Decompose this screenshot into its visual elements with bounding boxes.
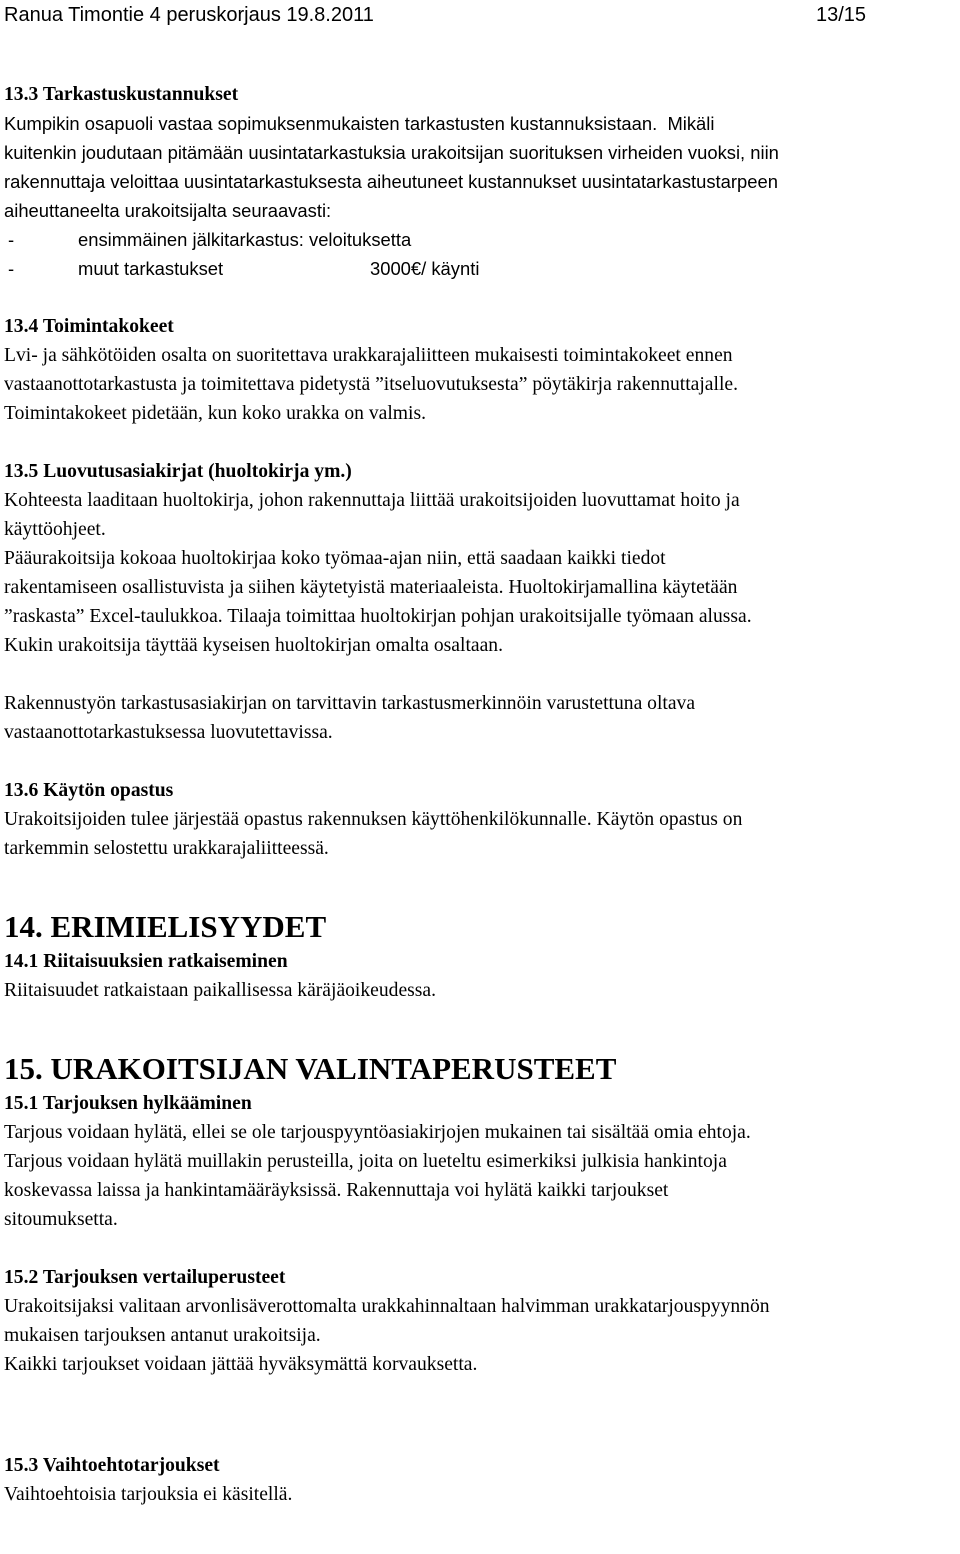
page-header: [4, 2, 867, 28]
paragraph-line: Lvi- ja sähkötöiden osalta on suoritettava urakkarajaliitteen mukaisesti toimintakokeet ennen: [4, 345, 733, 366]
list-dash: -: [8, 258, 15, 279]
list-item-text: ensimmäinen jälkitarkastus: veloituksetta: [78, 229, 412, 250]
section-heading: 13.5 Luovutusasiakirjat (huoltokirja ym.): [4, 461, 352, 482]
paragraph-line: Urakoitsijaksi valitaan arvonlisäverottomalta urakkahinnaltaan halvimman urakkatarjouspyynnön: [4, 1296, 770, 1317]
paragraph-line: rakennuttaja veloittaa uusintatarkastuksesta aiheutuneet kustannukset uusintatarkastustarpeen: [4, 171, 778, 192]
section-13-3: [4, 80, 956, 283]
section-heading: 14.1 Riitaisuuksien ratkaiseminen: [4, 951, 288, 972]
paragraph-line: Pääurakoitsija kokoaa huoltokirjaa koko työmaa-ajan niin, että saadaan kaikki tiedot: [4, 548, 666, 569]
paragraph-line: Tarjous voidaan hylätä muillakin perusteilla, joita on lueteltu esimerkiksi julkisia hankintoja: [4, 1151, 727, 1172]
list-item-amount: 3000€/ käynti: [370, 258, 480, 279]
list-item-text: muut tarkastukset: [78, 258, 224, 279]
paragraph-line: tarkemmin selostettu urakkarajaliitteessä.: [4, 838, 329, 859]
paragraph-line: koskevassa laissa ja hankintamääräyksissä. Rakennuttaja voi hylätä kaikki tarjoukset: [4, 1180, 669, 1201]
section-heading: 13.3 Tarkastuskustannukset: [4, 84, 239, 105]
section-13-4: [4, 312, 956, 428]
paragraph-line: Kaikki tarjoukset voidaan jättää hyväksymättä korvauksetta.: [4, 1354, 478, 1375]
paragraph-line: Vaihtoehtoisia tarjouksia ei käsitellä.: [4, 1484, 293, 1505]
paragraph-line: Kukin urakoitsija täyttää kyseisen huoltokirjan omalta osaltaan.: [4, 635, 503, 656]
paragraph-line: Kohteesta laaditaan huoltokirja, johon rakennuttaja liittää urakoitsijoiden luovuttamat hoito ja: [4, 490, 740, 511]
list-dash: -: [8, 229, 15, 250]
section-heading: 15.2 Tarjouksen vertailuperusteet: [4, 1267, 286, 1288]
chapter-heading: 14. ERIMIELISYYDET: [4, 909, 327, 944]
section-15-3: [4, 1451, 956, 1509]
paragraph-line: mukaisen tarjouksen antanut urakoitsija.: [4, 1325, 321, 1346]
paragraph-line: Urakoitsijoiden tulee järjestää opastus rakennuksen käyttöhenkilökunnalle. Käytön opastus on: [4, 809, 743, 830]
paragraph-line: vastaanottotarkastuksessa luovutettavissa.: [4, 722, 333, 743]
section-14: [4, 907, 956, 1005]
section-15: [4, 1049, 956, 1509]
paragraph-line: Riitaisuudet ratkaistaan paikallisessa käräjäoikeudessa.: [4, 980, 437, 1001]
list-item: [4, 225, 956, 254]
paragraph-line: Toimintakokeet pidetään, kun koko urakka on valmis.: [4, 403, 426, 424]
text-span: Mikäli: [667, 113, 715, 134]
document-title: Ranua Timontie 4 peruskorjaus 19.8.2011: [4, 4, 374, 26]
document-body: [4, 80, 956, 1509]
text-span: Kumpikin osapuoli vastaa sopimuksenmukaisten tarkastusten kustannuksistaan.: [4, 113, 658, 134]
page-number: 13/15: [816, 4, 867, 26]
paragraph-line: ”raskasta” Excel-taulukkoa. Tilaaja toimittaa huoltokirjan pohjan urakoitsijalle työmaan alussa.: [4, 606, 752, 627]
section-heading: 13.4 Toimintakokeet: [4, 316, 174, 337]
section-15-1: [4, 1089, 956, 1234]
paragraph-line: [4, 109, 956, 138]
paragraph-line: käyttöohjeet.: [4, 519, 106, 540]
section-heading: 15.1 Tarjouksen hylkääminen: [4, 1093, 252, 1114]
paragraph-line: kuitenkin joudutaan pitämään uusintatarkastuksia urakoitsijan suorituksen virheiden vuoksi, niin: [4, 142, 779, 163]
section-13-5: [4, 457, 956, 747]
paragraph-line: aiheuttaneelta urakoitsijalta seuraavasti:: [4, 200, 332, 221]
paragraph-line: Tarjous voidaan hylätä, ellei se ole tarjouspyyntöasiakirjojen mukainen tai sisältää omia ehtoja.: [4, 1122, 751, 1143]
paragraph-line: sitoumuksetta.: [4, 1209, 118, 1230]
paragraph-line: vastaanottotarkastusta ja toimitettava pidetystä ”itseluovutuksesta” pöytäkirja rakennuttajalle.: [4, 374, 738, 395]
section-heading: 13.6 Käytön opastus: [4, 780, 174, 801]
paragraph-line: rakentamiseen osallistuvista ja siihen käytetyistä materiaaleista. Huoltokirjamallina käytetään: [4, 577, 738, 598]
list-item: [4, 254, 956, 283]
section-15-2: [4, 1263, 956, 1379]
section-13-6: [4, 776, 956, 863]
section-heading: 15.3 Vaihtoehtotarjoukset: [4, 1455, 220, 1476]
paragraph-line: Rakennustyön tarkastusasiakirjan on tarvittavin tarkastusmerkinnöin varustettuna oltava: [4, 693, 696, 714]
chapter-heading: 15. URAKOITSIJAN VALINTAPERUSTEET: [4, 1051, 617, 1086]
